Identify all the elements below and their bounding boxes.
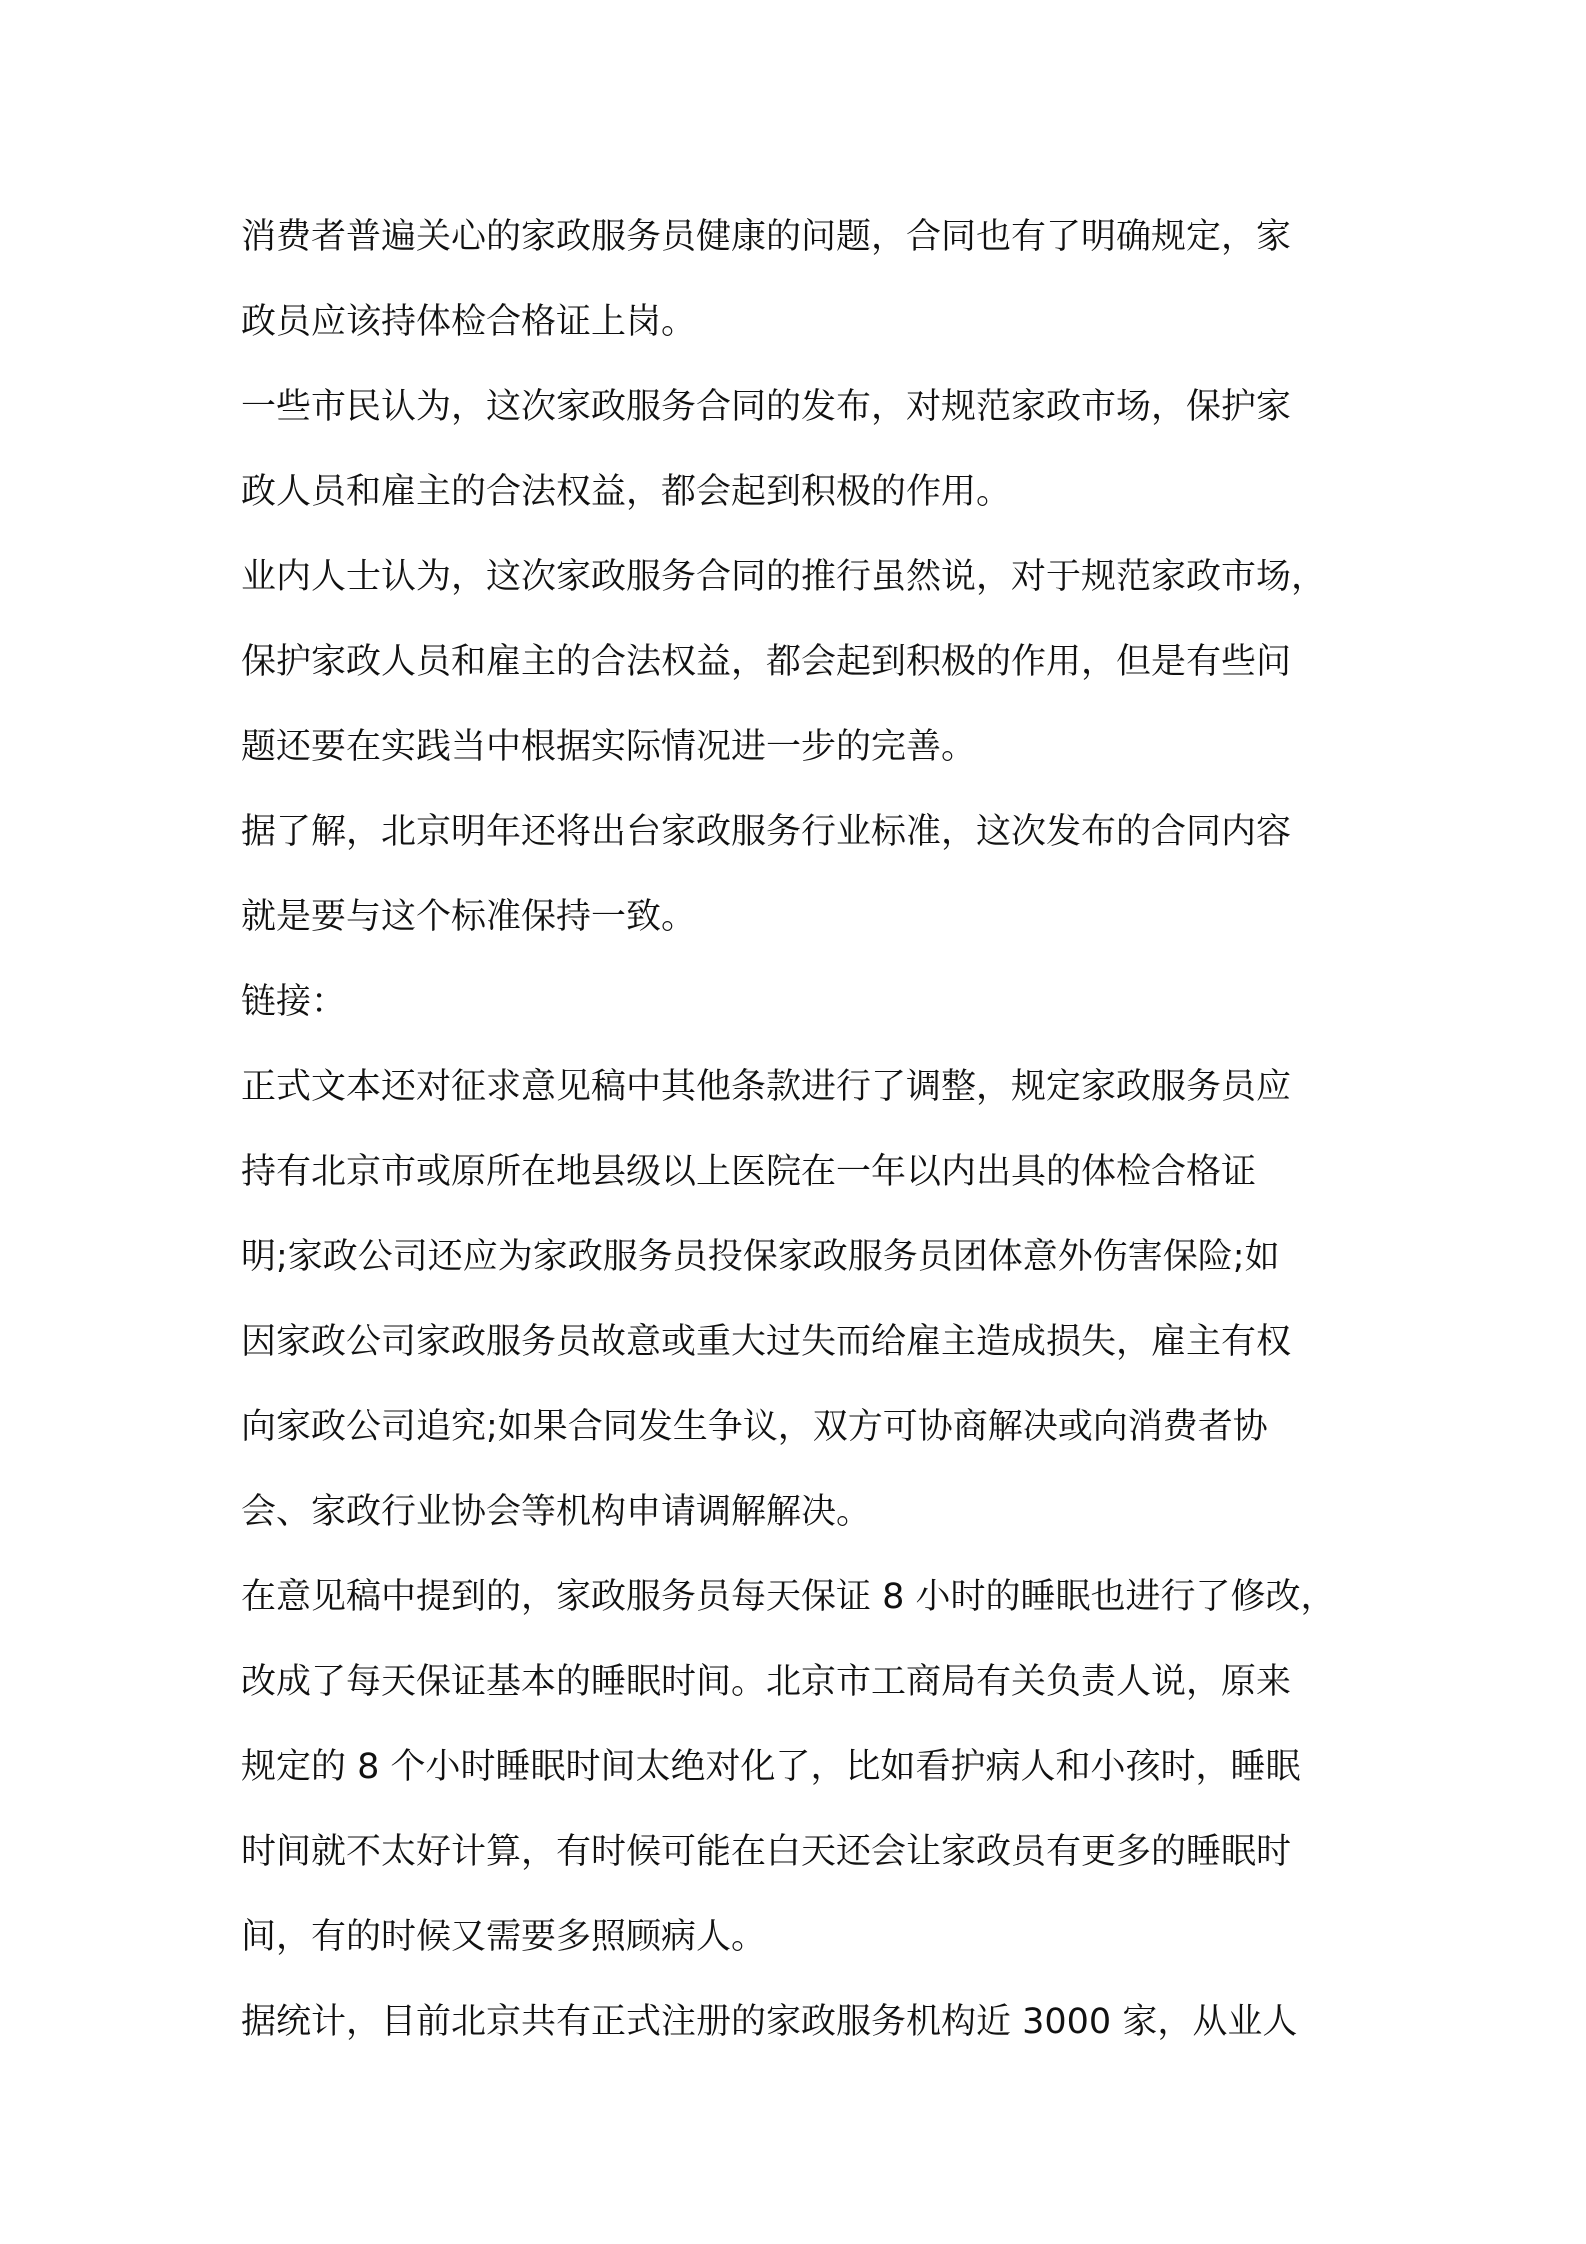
text-line: 链接：	[241, 982, 347, 1022]
text-line: 因家政公司家政服务员故意或重大过失而给雇主造成损失，雇主有权	[241, 1322, 1292, 1362]
text-line: 会、家政行业协会等机构申请调解解决。	[241, 1492, 872, 1532]
text-line: 改成了每天保证基本的睡眠时间。北京市工商局有关负责人说，原来	[241, 1662, 1292, 1702]
paragraph-link-heading	[241, 960, 1361, 1045]
paragraph-statistics	[241, 1980, 1361, 2065]
text-line: 保护家政人员和雇主的合法权益，都会起到积极的作用，但是有些问	[241, 642, 1292, 682]
text-line: 政人员和雇主的合法权益，都会起到积极的作用。	[241, 472, 1012, 512]
text-line: 明;家政公司还应为家政服务员投保家政服务员团体意外伤害保险;如	[241, 1237, 1280, 1277]
text-line: 据了解，北京明年还将出台家政服务行业标准，这次发布的合同内容	[241, 812, 1292, 852]
text-line: 一些市民认为，这次家政服务合同的发布，对规范家政市场，保护家	[241, 387, 1292, 427]
paragraph-formal-text	[241, 1045, 1361, 1555]
text-line: 间，有的时候又需要多照顾病人。	[241, 1917, 767, 1957]
text-line: 业内人士认为，这次家政服务合同的推行虽然说，对于规范家政市场，	[241, 557, 1327, 597]
text-line: 题还要在实践当中根据实际情况进一步的完善。	[241, 727, 977, 767]
text-line: 持有北京市或原所在地县级以上医院在一年以内出具的体检合格证	[241, 1152, 1257, 1192]
text-line: 时间就不太好计算，有时候可能在白天还会让家政员有更多的睡眠时	[241, 1832, 1292, 1872]
text-line: 消费者普遍关心的家政服务员健康的问题，合同也有了明确规定，家	[241, 217, 1292, 257]
text-line: 据统计，目前北京共有正式注册的家政服务机构近 3000 家，从业人	[241, 2002, 1298, 2042]
paragraph-industry-standard	[241, 790, 1361, 960]
text-line: 向家政公司追究;如果合同发生争议，双方可协商解决或向消费者协	[241, 1407, 1268, 1447]
document-body	[241, 195, 1361, 2065]
text-line: 政员应该持体检合格证上岗。	[241, 302, 697, 342]
paragraph-industry-opinion	[241, 535, 1361, 790]
paragraph-sleep-time	[241, 1555, 1361, 1980]
paragraph-health-check	[241, 195, 1361, 365]
text-line: 在意见稿中提到的，家政服务员每天保证 8 小时的睡眠也进行了修改，	[241, 1577, 1336, 1617]
text-line: 规定的 8 个小时睡眠时间太绝对化了，比如看护病人和小孩时，睡眠	[241, 1747, 1301, 1787]
paragraph-citizen-opinion	[241, 365, 1361, 535]
text-line: 就是要与这个标准保持一致。	[241, 897, 697, 937]
text-line: 正式文本还对征求意见稿中其他条款进行了调整，规定家政服务员应	[241, 1067, 1292, 1107]
